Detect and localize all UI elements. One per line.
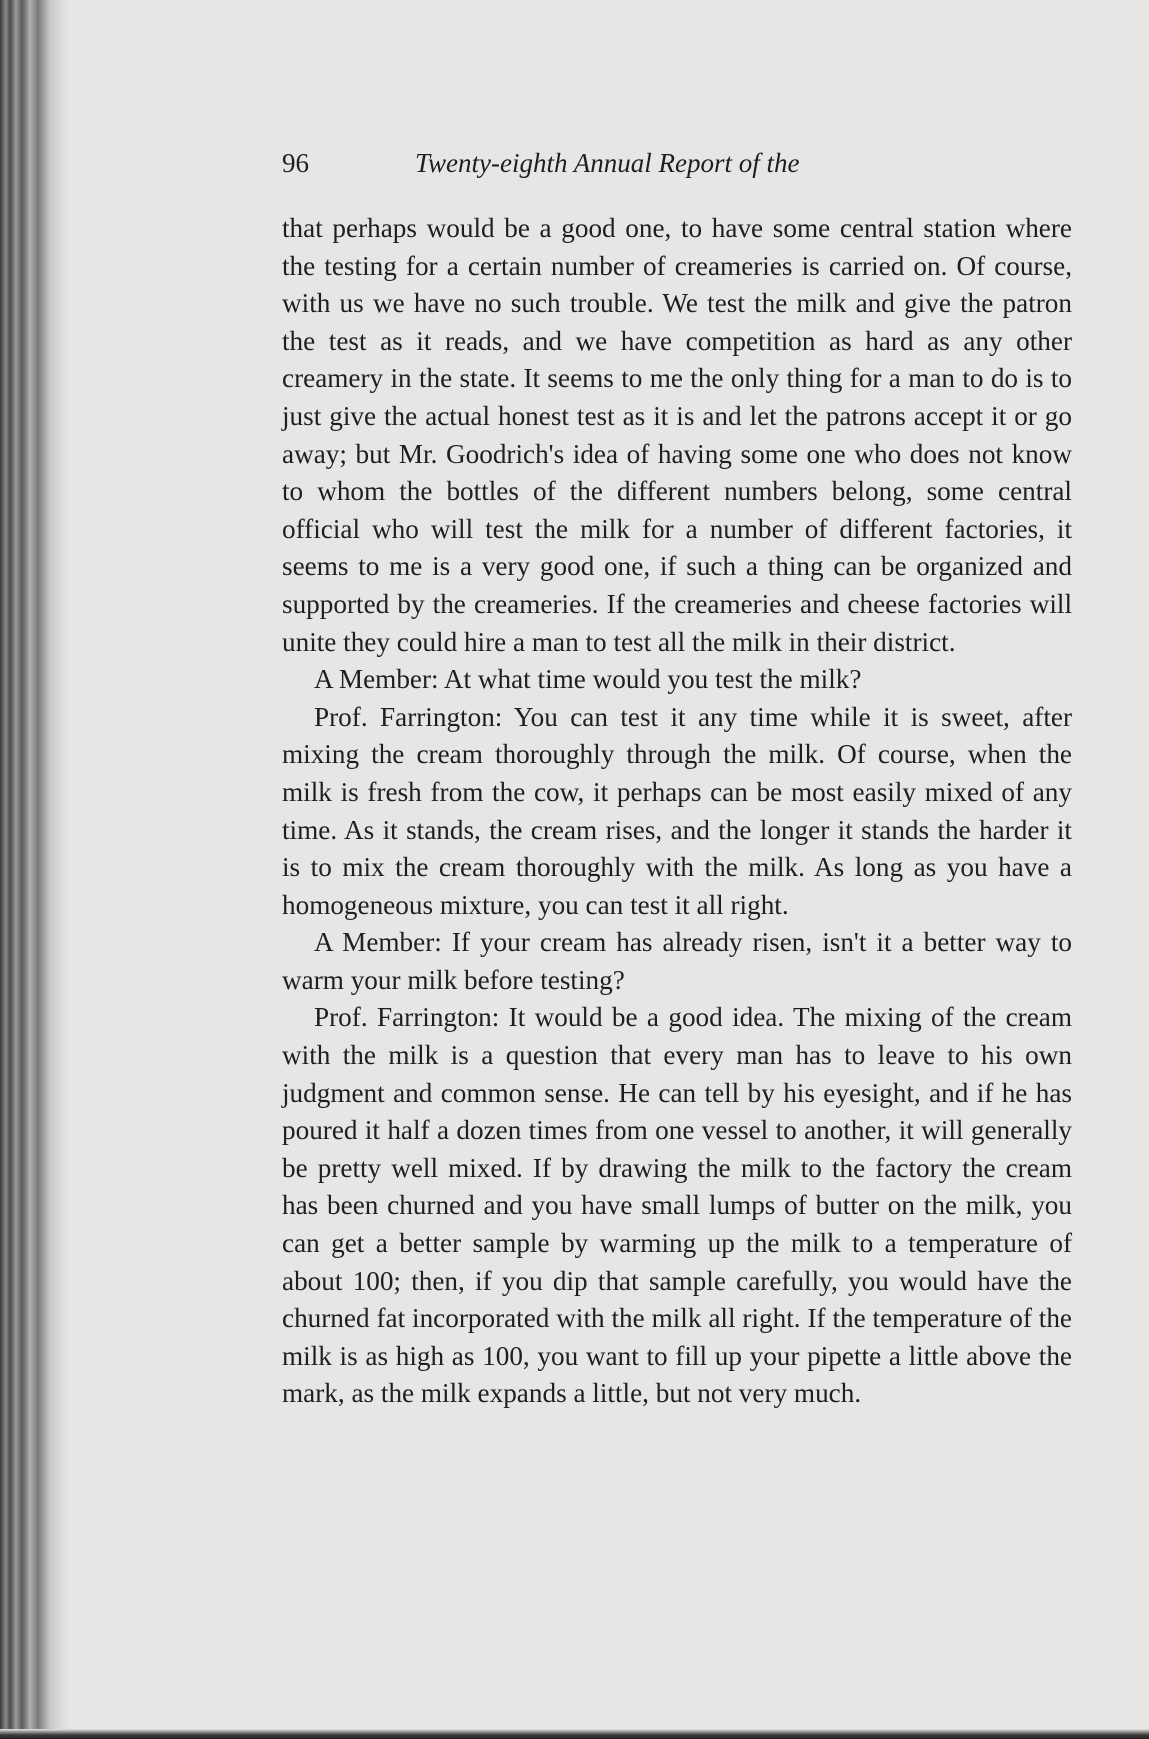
paragraph-member-question-2: A Member: If your cream has already risen, isn't it a better way to warm your milk before testing? bbox=[282, 927, 1072, 995]
paragraph-farrington-answer-2: Prof. Farrington: It would be a good idea. The mixing of the cream with the milk is a question that every man has to leave to his own judgment and common sense. He can tell by his eyesight, and if he has poured it half a dozen times from one vessel to another, it will generally be pretty well mixed. If by drawing the milk to the factory the cream has been churned and you have small lumps of butter on the milk, you can get a better sample by warming up the milk to a temperature of about 100; then, if you dip that sample carefully, you would have the churned fat incorporated with the milk all right. If the temperature of the milk is as high as 100, you want to fill up your pipette a little above the mark, as the milk expands a little, but not very much. bbox=[282, 1002, 1072, 1409]
body-text bbox=[282, 210, 1072, 1413]
book-spine-shadow bbox=[0, 0, 70, 1739]
paragraph-continuation: that perhaps would be a good one, to have some central station where the testing for a certain number of creameries is carried on. Of course, with us we have no such trouble. We test the milk and give the patron the test as it reads, and we have competition as hard as any other creamery in the state. It seems to me the only thing for a man to do is to just give the actual honest test as it is and let the patrons accept it or go away; but Mr. Goodrich's idea of having some one who does not know to whom the bottles of the different numbers belong, some central official who will test the milk for a number of different factories, it seems to me is a very good one, if such a thing can be organized and supported by the creameries. If the creameries and cheese factories will unite they could hire a man to test all the milk in their district. bbox=[282, 213, 1072, 657]
running-title: Twenty-eighth Annual Report of the bbox=[415, 148, 800, 178]
paragraph-member-question-1: A Member: At what time would you test the milk? bbox=[314, 664, 862, 695]
page-bottom-edge bbox=[0, 1729, 1149, 1739]
book-page bbox=[282, 148, 1072, 1413]
paragraph-farrington-answer-1: Prof. Farrington: You can test it any time while it is sweet, after mixing the cream thoroughly through the milk. Of course, when the milk is fresh from the cow, it perhaps can be most easily mixed of any time. As it stands, the cream rises, and the longer it stands the harder it is to mix the cream thoroughly with the milk. As long as you have a homogeneous mixture, you can test it all right. bbox=[282, 701, 1072, 920]
page-number: 96 bbox=[282, 148, 309, 178]
page-header bbox=[282, 148, 1072, 188]
